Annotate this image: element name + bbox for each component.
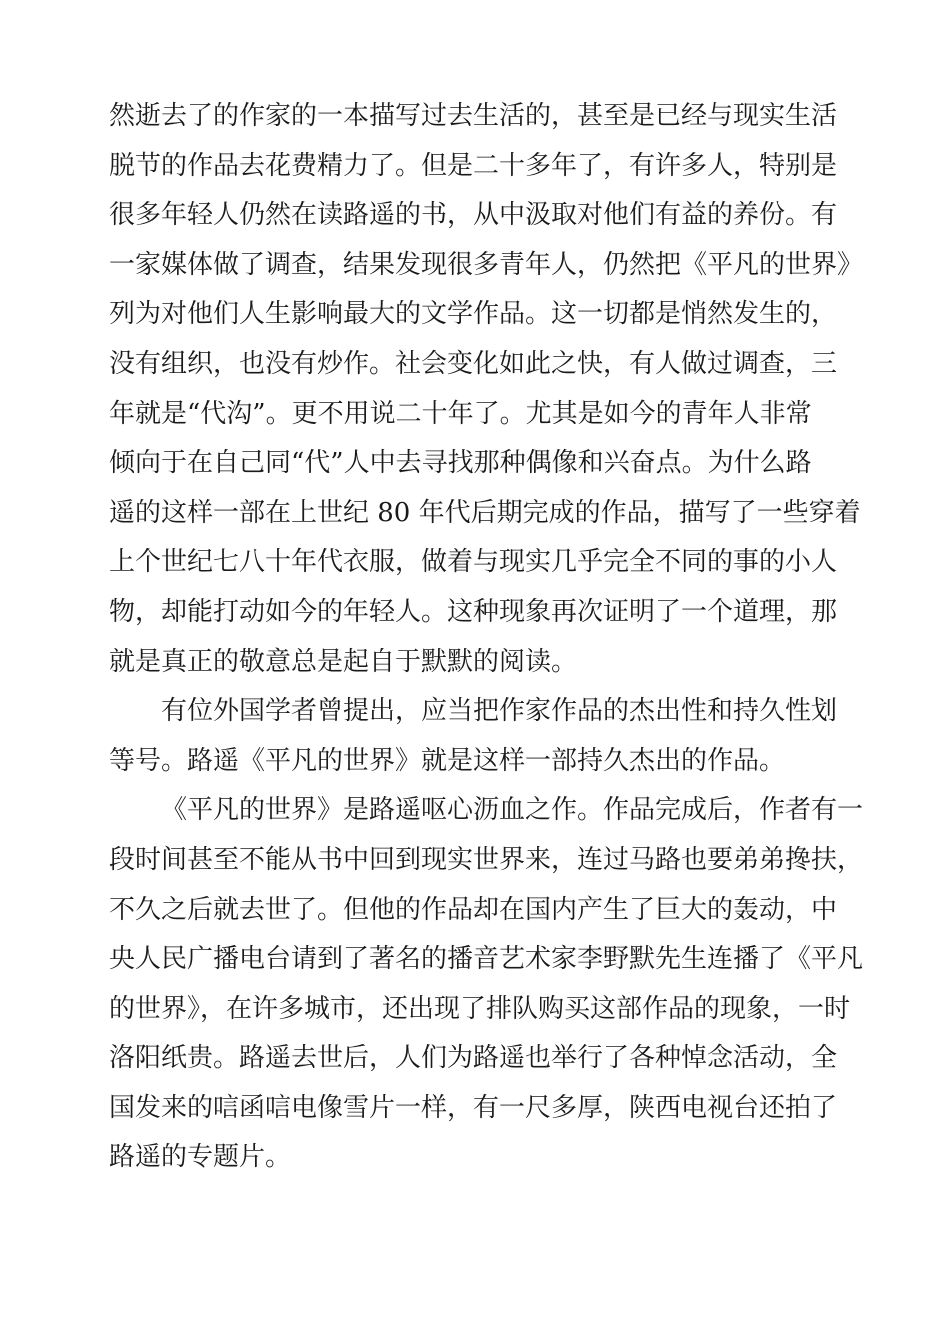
text-line: 一家媒体做了调查，结果发现很多青年人，仍然把《平凡的世界》 — [109, 249, 864, 280]
text-line: 很多年轻人仍然在读路遥的书，从中汲取对他们有益的养份。有 — [109, 200, 838, 231]
text-line: 倾向于在自己同“代”人中去寻找那种偶像和兴奋点。为什么路 — [109, 448, 812, 479]
text-line: 段时间甚至不能从书中回到现实世界来，连过马路也要弟弟搀扶， — [109, 844, 864, 875]
text-line: 遥的这样一部在上世纪 80 年代后期完成的作品，描写了一些穿着 — [109, 497, 861, 528]
text-line: 没有组织，也没有炒作。社会变化如此之快，有人做过调查，三 — [109, 348, 838, 379]
text-line: 脱节的作品去花费精力了。但是二十多年了，有许多人，特别是 — [109, 150, 838, 181]
text-line: 不久之后就去世了。但他的作品却在国内产生了巨大的轰动，中 — [109, 894, 838, 925]
text-line: 列为对他们人生影响最大的文学作品。这一切都是悄然发生的， — [109, 299, 838, 330]
paragraph — [109, 687, 844, 786]
text-line: 洛阳纸贵。路遥去世后，人们为路遥也举行了各种悼念活动，全 — [109, 1043, 838, 1074]
text-line: 央人民广播电台请到了著名的播音艺术家李野默先生连播了《平凡 — [109, 944, 864, 975]
paragraph — [109, 786, 864, 1183]
text-line: 的世界》，在许多城市，还出现了排队购买这部作品的现象，一时 — [109, 993, 851, 1024]
text-line: 然逝去了的作家的一本描写过去生活的，甚至是已经与现实生活 — [109, 101, 838, 131]
text-line: 国发来的唁函唁电像雪片一样，有一尺多厚，陕西电视台还拍了 — [109, 1092, 838, 1123]
paragraph — [109, 92, 864, 687]
text-line: 上个世纪七八十年代衣服，做着与现实几乎完全不同的事的小人 — [109, 547, 838, 578]
text-line: 《平凡的世界》是路遥呕心沥血之作。作品完成后，作者有一 — [161, 795, 864, 826]
text-line: 年就是“代沟”。更不用说二十年了。尤其是如今的青年人非常 — [109, 398, 812, 429]
text-line: 有位外国学者曾提出，应当把作家作品的杰出性和持久性划 — [161, 696, 838, 727]
text-line: 路遥的专题片。 — [109, 1142, 292, 1173]
text-line: 等号。路遥《平凡的世界》就是这样一部持久杰出的作品。 — [109, 745, 786, 776]
text-line: 物，却能打动如今的年轻人。这种现象再次证明了一个道理，那 — [109, 596, 838, 627]
body-text — [109, 92, 864, 1183]
text-line: 就是真正的敬意总是起自于默默的阅读。 — [109, 646, 578, 677]
